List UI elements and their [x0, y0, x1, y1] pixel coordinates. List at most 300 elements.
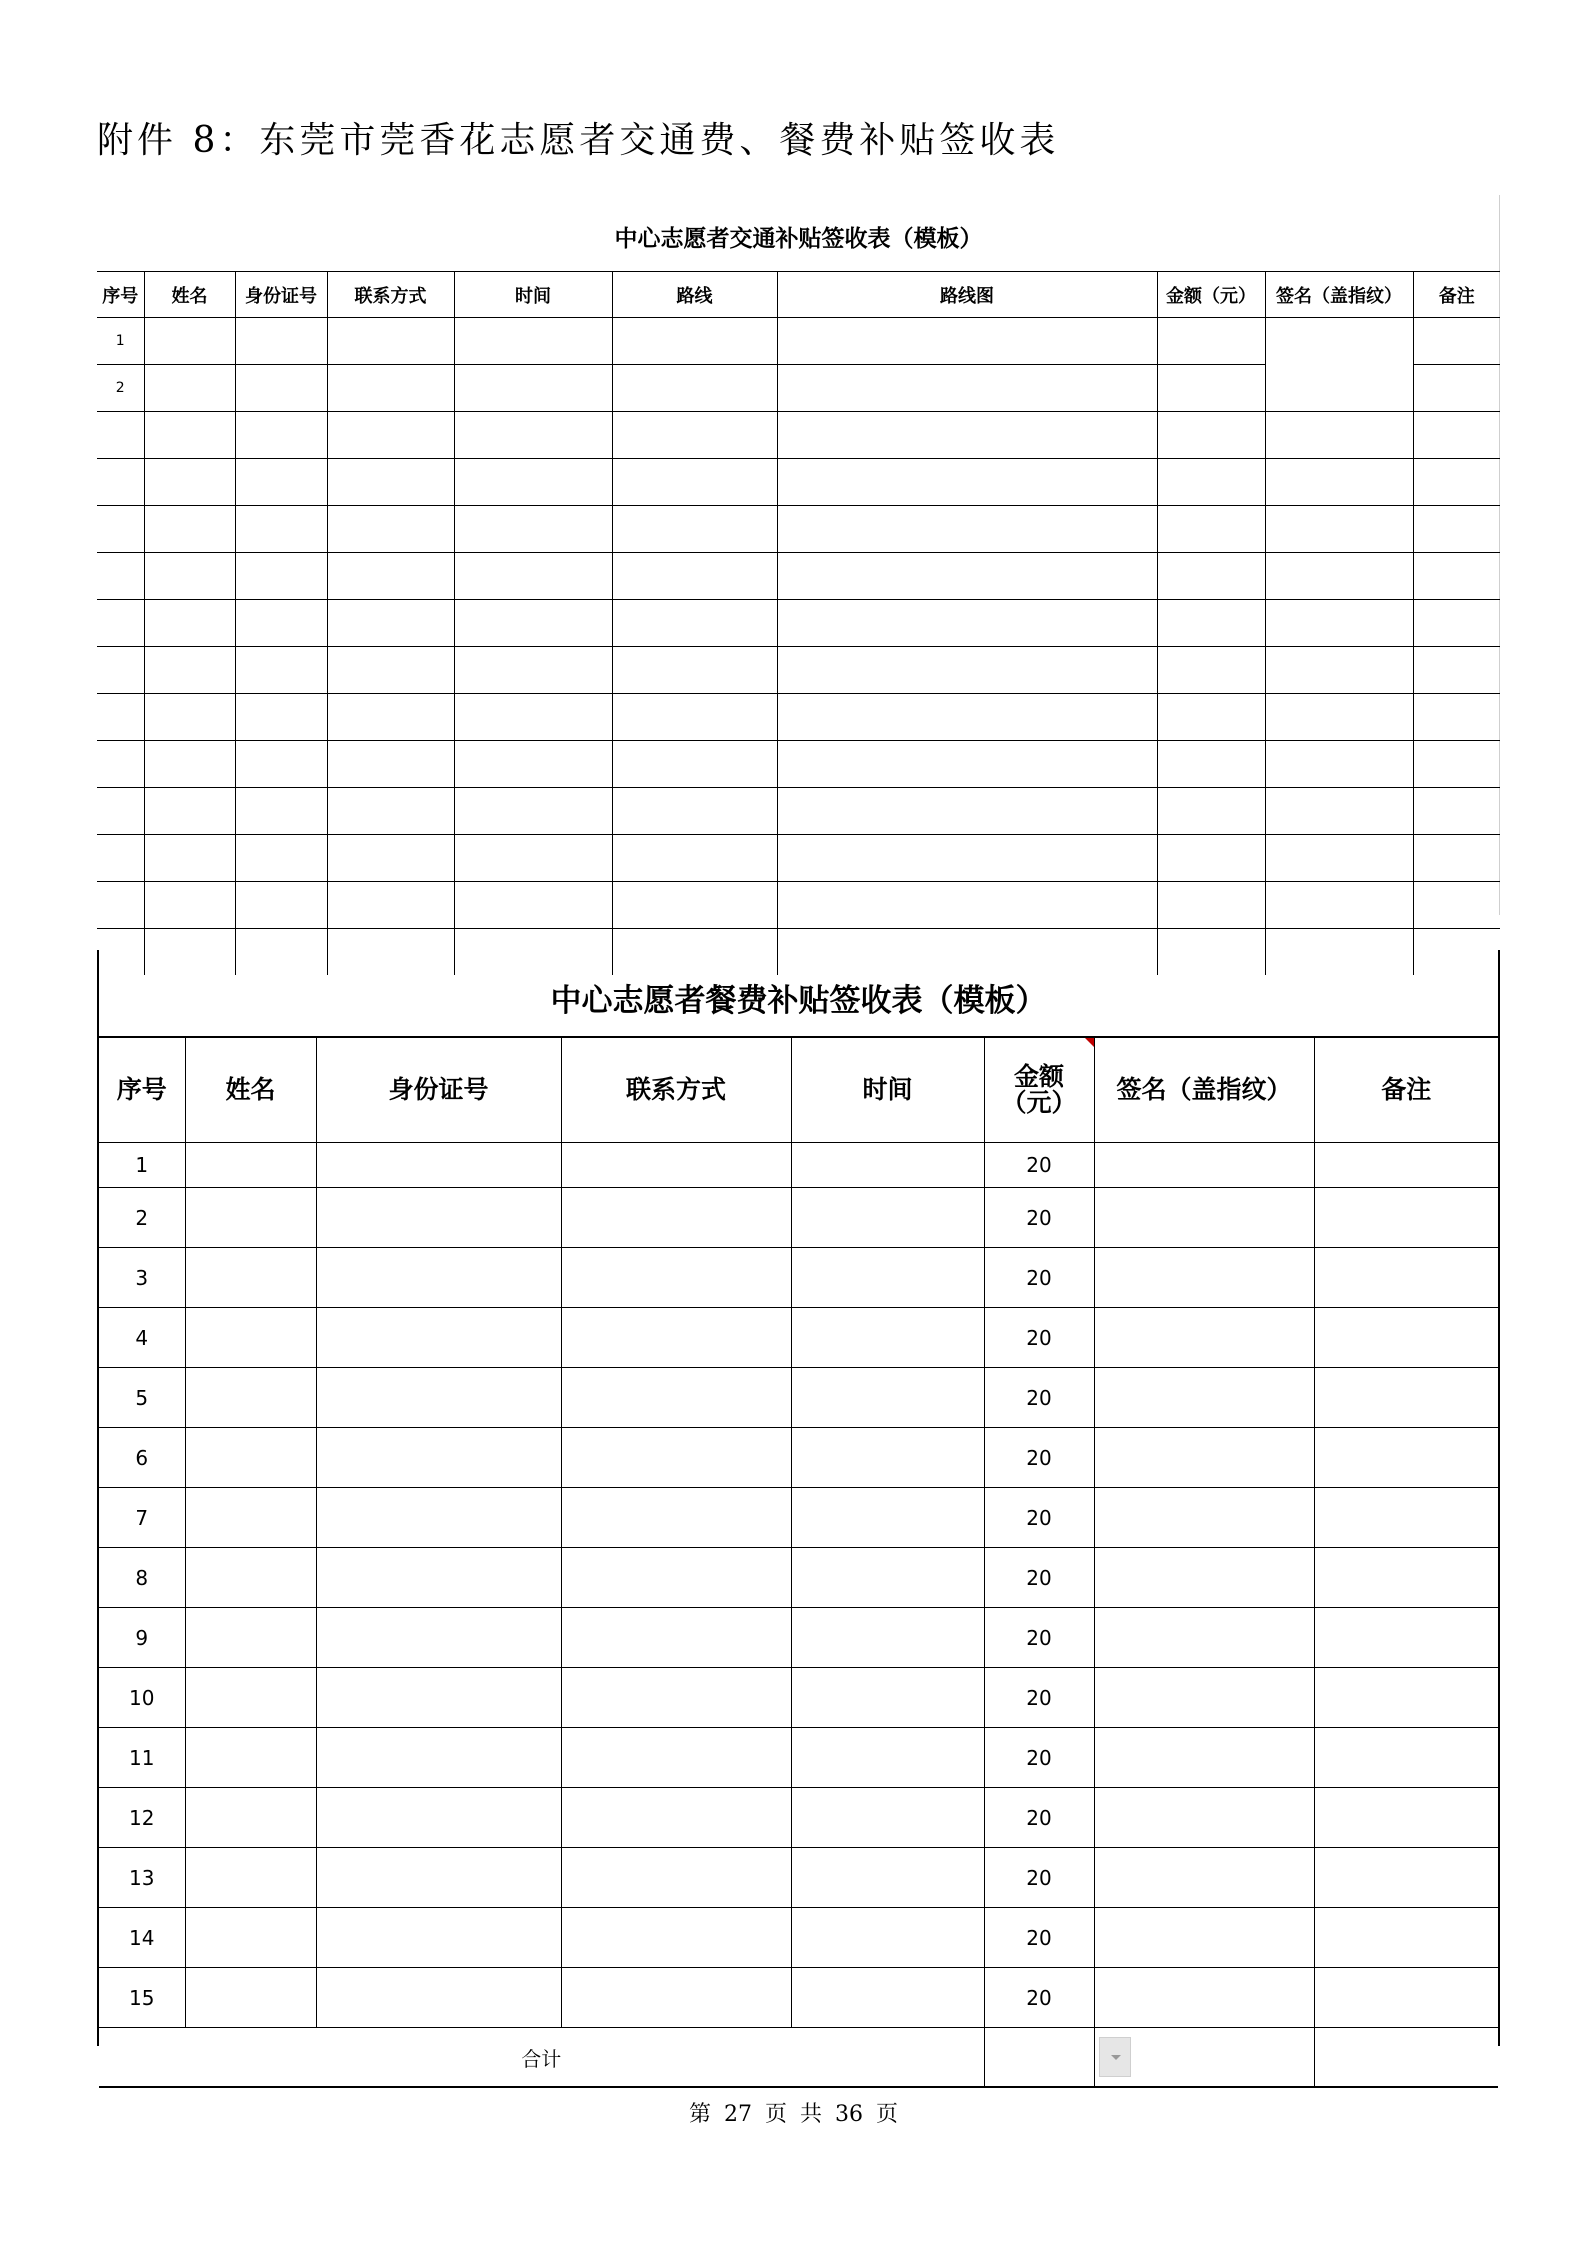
- table-cell[interactable]: [612, 647, 777, 694]
- table-cell[interactable]: [235, 553, 327, 600]
- table-cell[interactable]: [561, 1848, 791, 1908]
- table-cell[interactable]: [316, 1368, 561, 1428]
- table-cell[interactable]: [97, 835, 144, 882]
- amount-cell: 20: [984, 1248, 1094, 1308]
- table-cell[interactable]: [316, 1188, 561, 1248]
- table-cell[interactable]: [1413, 694, 1500, 741]
- table-row: [99, 1248, 1498, 1308]
- table-cell[interactable]: [1413, 882, 1500, 929]
- table-cell[interactable]: [612, 365, 777, 412]
- table-cell[interactable]: [561, 1368, 791, 1428]
- table-row: [97, 506, 1500, 553]
- row-number-cell: 12: [99, 1788, 185, 1848]
- table-cell[interactable]: [777, 506, 1157, 553]
- table-cell[interactable]: [1265, 459, 1413, 506]
- table-cell[interactable]: [327, 600, 454, 647]
- table-cell[interactable]: [561, 1548, 791, 1608]
- meal-subsidy-sheet: [97, 950, 1500, 2071]
- table-cell[interactable]: [144, 506, 235, 553]
- table-cell[interactable]: [612, 459, 777, 506]
- table-cell[interactable]: [185, 1968, 316, 2028]
- table-cell[interactable]: [1314, 1908, 1498, 1968]
- table-cell[interactable]: [1157, 600, 1265, 647]
- row-number-cell: 1: [99, 1143, 185, 1188]
- page-footer: 第 27 页 共 36 页: [689, 2102, 898, 2127]
- table-cell[interactable]: [612, 553, 777, 600]
- table-row: [97, 412, 1500, 459]
- table-cell[interactable]: [235, 882, 327, 929]
- table-row: [97, 318, 1500, 365]
- table-cell[interactable]: [1094, 1848, 1314, 1908]
- table-cell[interactable]: [97, 459, 144, 506]
- table-cell[interactable]: [612, 835, 777, 882]
- table-cell[interactable]: [327, 506, 454, 553]
- table-cell[interactable]: [144, 318, 235, 365]
- transport-subsidy-sheet: [97, 195, 1500, 915]
- transport-header-cell: 身份证号: [235, 272, 327, 318]
- table-row: [99, 1788, 1498, 1848]
- table-cell[interactable]: [144, 882, 235, 929]
- table-cell[interactable]: [1157, 882, 1265, 929]
- table-cell[interactable]: [1265, 412, 1413, 459]
- table-cell[interactable]: [612, 506, 777, 553]
- table-cell[interactable]: [561, 1308, 791, 1368]
- row-number-cell: 7: [99, 1488, 185, 1548]
- table-cell[interactable]: [777, 835, 1157, 882]
- transport-header-cell: 备注: [1413, 272, 1500, 318]
- meal-table-body: [99, 1143, 1498, 2088]
- meal-header-cell: 备注: [1314, 1037, 1498, 1143]
- table-cell[interactable]: [561, 1143, 791, 1188]
- total-signature-cell[interactable]: [1094, 2028, 1314, 2088]
- table-cell[interactable]: [791, 1728, 984, 1788]
- table-cell[interactable]: [1094, 1788, 1314, 1848]
- table-row: [97, 553, 1500, 600]
- table-cell[interactable]: [316, 1548, 561, 1608]
- table-cell[interactable]: [791, 1143, 984, 1188]
- table-cell[interactable]: [185, 1548, 316, 1608]
- table-cell[interactable]: [777, 600, 1157, 647]
- table-cell[interactable]: [327, 412, 454, 459]
- row-number-cell: 2: [97, 365, 144, 412]
- table-cell[interactable]: [1157, 835, 1265, 882]
- total-note-cell[interactable]: [1314, 2028, 1498, 2088]
- row-number-cell: 9: [99, 1608, 185, 1668]
- table-cell[interactable]: [185, 1728, 316, 1788]
- table-cell[interactable]: [144, 412, 235, 459]
- table-cell[interactable]: [1094, 1368, 1314, 1428]
- table-cell[interactable]: [561, 1428, 791, 1488]
- table-cell[interactable]: [316, 1488, 561, 1548]
- signature-merged-cell[interactable]: [1265, 318, 1413, 412]
- table-cell[interactable]: [185, 1908, 316, 1968]
- table-cell[interactable]: [327, 741, 454, 788]
- table-cell[interactable]: [97, 741, 144, 788]
- table-row: [97, 647, 1500, 694]
- table-cell[interactable]: [777, 459, 1157, 506]
- table-cell[interactable]: [1314, 1608, 1498, 1668]
- table-cell[interactable]: [777, 882, 1157, 929]
- table-cell[interactable]: [454, 553, 612, 600]
- table-cell[interactable]: [1314, 1143, 1498, 1188]
- table-cell[interactable]: [185, 1788, 316, 1848]
- table-cell[interactable]: [1413, 459, 1500, 506]
- table-cell[interactable]: [235, 365, 327, 412]
- table-cell[interactable]: [1265, 694, 1413, 741]
- table-row: [99, 1848, 1498, 1908]
- table-cell[interactable]: [327, 459, 454, 506]
- table-row: [99, 1728, 1498, 1788]
- table-cell[interactable]: [612, 694, 777, 741]
- table-cell[interactable]: [327, 318, 454, 365]
- table-cell[interactable]: [791, 1788, 984, 1848]
- table-cell[interactable]: [791, 1188, 984, 1248]
- table-cell[interactable]: [777, 694, 1157, 741]
- table-cell[interactable]: [1314, 1308, 1498, 1368]
- table-cell[interactable]: [235, 506, 327, 553]
- table-cell[interactable]: [1314, 1488, 1498, 1548]
- table-cell[interactable]: [791, 1248, 984, 1308]
- table-cell[interactable]: [777, 741, 1157, 788]
- table-cell[interactable]: [561, 1668, 791, 1728]
- table-cell[interactable]: [561, 1908, 791, 1968]
- table-row: [97, 882, 1500, 929]
- table-cell[interactable]: [1413, 553, 1500, 600]
- table-cell[interactable]: [97, 506, 144, 553]
- table-cell[interactable]: [144, 553, 235, 600]
- table-cell[interactable]: [791, 1608, 984, 1668]
- document-heading: 附件 8：东莞市莞香花志愿者交通费、餐费补贴签收表: [97, 120, 1060, 161]
- table-cell[interactable]: [316, 1788, 561, 1848]
- table-cell[interactable]: [327, 553, 454, 600]
- table-cell[interactable]: [1413, 506, 1500, 553]
- table-cell[interactable]: [1413, 412, 1500, 459]
- table-cell[interactable]: [1265, 741, 1413, 788]
- amount-cell: 20: [984, 1788, 1094, 1848]
- table-row: [99, 1488, 1498, 1548]
- table-row: [97, 835, 1500, 882]
- table-cell[interactable]: [235, 600, 327, 647]
- table-cell[interactable]: [97, 788, 144, 835]
- table-cell[interactable]: [1314, 1188, 1498, 1248]
- table-cell[interactable]: [1265, 647, 1413, 694]
- table-cell[interactable]: [1413, 788, 1500, 835]
- table-cell[interactable]: [1157, 365, 1265, 412]
- table-cell[interactable]: [316, 1908, 561, 1968]
- table-cell[interactable]: [1314, 1728, 1498, 1788]
- total-row: [99, 2028, 1498, 2088]
- table-cell[interactable]: [454, 835, 612, 882]
- table-cell[interactable]: [185, 1848, 316, 1908]
- table-row: [97, 694, 1500, 741]
- table-cell[interactable]: [97, 694, 144, 741]
- table-cell[interactable]: [777, 553, 1157, 600]
- table-cell[interactable]: [316, 1968, 561, 2028]
- table-cell[interactable]: [454, 694, 612, 741]
- table-cell[interactable]: [235, 788, 327, 835]
- table-cell[interactable]: [185, 1488, 316, 1548]
- table-cell[interactable]: [1314, 1668, 1498, 1728]
- meal-header-row: [99, 1037, 1498, 1143]
- table-cell[interactable]: [235, 318, 327, 365]
- table-cell[interactable]: [791, 1548, 984, 1608]
- table-cell[interactable]: [777, 365, 1157, 412]
- amount-cell: 20: [984, 1848, 1094, 1908]
- table-cell[interactable]: [791, 1308, 984, 1368]
- table-cell[interactable]: [777, 647, 1157, 694]
- table-cell[interactable]: [1094, 1188, 1314, 1248]
- table-cell[interactable]: [612, 412, 777, 459]
- table-cell[interactable]: [144, 600, 235, 647]
- row-number-cell: 4: [99, 1308, 185, 1368]
- table-cell[interactable]: [144, 741, 235, 788]
- table-cell[interactable]: [454, 741, 612, 788]
- table-cell[interactable]: [777, 412, 1157, 459]
- table-cell[interactable]: [97, 412, 144, 459]
- table-cell[interactable]: [1413, 647, 1500, 694]
- table-cell[interactable]: [1094, 1143, 1314, 1188]
- table-cell[interactable]: [185, 1188, 316, 1248]
- amount-cell: 20: [984, 1668, 1094, 1728]
- table-cell[interactable]: [185, 1248, 316, 1308]
- meal-header-cell: 联系方式: [561, 1037, 791, 1143]
- amount-cell: 20: [984, 1548, 1094, 1608]
- table-row: [97, 600, 1500, 647]
- table-cell[interactable]: [454, 788, 612, 835]
- transport-header-row: [97, 272, 1500, 318]
- table-cell[interactable]: [1094, 1608, 1314, 1668]
- table-cell[interactable]: [316, 1728, 561, 1788]
- table-cell[interactable]: [1094, 1248, 1314, 1308]
- table-cell[interactable]: [1314, 1248, 1498, 1308]
- transport-header-cell: 路线: [612, 272, 777, 318]
- table-cell[interactable]: [791, 1908, 984, 1968]
- meal-header-cell: 序号: [99, 1037, 185, 1143]
- dropdown-arrow-icon[interactable]: [1099, 2037, 1131, 2077]
- table-cell[interactable]: [316, 1143, 561, 1188]
- table-row: [97, 788, 1500, 835]
- table-cell[interactable]: [316, 1668, 561, 1728]
- table-row: [99, 1968, 1498, 2028]
- table-cell[interactable]: [327, 835, 454, 882]
- transport-header-cell: 金额（元）: [1157, 272, 1265, 318]
- table-cell[interactable]: [791, 1848, 984, 1908]
- table-cell[interactable]: [144, 647, 235, 694]
- table-cell[interactable]: [791, 1368, 984, 1428]
- table-cell[interactable]: [561, 1488, 791, 1548]
- amount-cell: 20: [984, 1608, 1094, 1668]
- table-cell[interactable]: [1157, 788, 1265, 835]
- table-cell[interactable]: [97, 882, 144, 929]
- amount-cell: 20: [984, 1728, 1094, 1788]
- table-cell[interactable]: [1265, 506, 1413, 553]
- table-cell[interactable]: [1265, 600, 1413, 647]
- table-cell[interactable]: [1157, 412, 1265, 459]
- table-cell[interactable]: [1413, 600, 1500, 647]
- row-number-cell: 15: [99, 1968, 185, 2028]
- table-cell[interactable]: [1314, 1428, 1498, 1488]
- table-cell[interactable]: [316, 1248, 561, 1308]
- row-number-cell: 8: [99, 1548, 185, 1608]
- table-cell[interactable]: [327, 647, 454, 694]
- transport-header-cell: 序号: [97, 272, 144, 318]
- table-cell[interactable]: [144, 788, 235, 835]
- table-cell[interactable]: [561, 1728, 791, 1788]
- table-cell[interactable]: [561, 1248, 791, 1308]
- table-cell[interactable]: [1094, 1668, 1314, 1728]
- table-cell[interactable]: [327, 365, 454, 412]
- table-cell[interactable]: [327, 788, 454, 835]
- transport-header-cell: 时间: [454, 272, 612, 318]
- table-cell[interactable]: [316, 1608, 561, 1668]
- table-cell[interactable]: [1314, 1548, 1498, 1608]
- table-cell[interactable]: [144, 365, 235, 412]
- meal-header-cell: 身份证号: [316, 1037, 561, 1143]
- table-cell[interactable]: [97, 553, 144, 600]
- transport-header-cell: 联系方式: [327, 272, 454, 318]
- table-cell[interactable]: [454, 412, 612, 459]
- table-cell[interactable]: [791, 1968, 984, 2028]
- table-cell[interactable]: [1314, 1848, 1498, 1908]
- amount-cell: 20: [984, 1968, 1094, 2028]
- table-cell[interactable]: [1157, 553, 1265, 600]
- transport-table: [97, 271, 1500, 975]
- table-cell[interactable]: [454, 318, 612, 365]
- table-cell[interactable]: [185, 1143, 316, 1188]
- transport-header-cell: 签名（盖指纹）: [1265, 272, 1413, 318]
- table-cell[interactable]: [185, 1368, 316, 1428]
- table-cell[interactable]: [185, 1308, 316, 1368]
- comment-indicator-icon[interactable]: [1085, 1038, 1094, 1047]
- table-cell[interactable]: [1157, 741, 1265, 788]
- table-cell[interactable]: [316, 1428, 561, 1488]
- table-cell[interactable]: [612, 318, 777, 365]
- amount-cell: 20: [984, 1428, 1094, 1488]
- table-cell[interactable]: [1094, 1548, 1314, 1608]
- meal-table-title: 中心志愿者餐费补贴签收表（模板）: [550, 982, 1047, 1019]
- table-cell[interactable]: [1265, 553, 1413, 600]
- table-cell[interactable]: [791, 1428, 984, 1488]
- table-cell[interactable]: [185, 1608, 316, 1668]
- table-cell[interactable]: [1265, 835, 1413, 882]
- table-cell[interactable]: [454, 600, 612, 647]
- meal-header-cell: 签名（盖指纹）: [1094, 1037, 1314, 1143]
- amount-cell: 20: [984, 1188, 1094, 1248]
- table-row: [99, 1428, 1498, 1488]
- table-cell[interactable]: [316, 1308, 561, 1368]
- row-number-cell: 3: [99, 1248, 185, 1308]
- table-cell[interactable]: [144, 835, 235, 882]
- table-cell[interactable]: [1265, 788, 1413, 835]
- table-cell[interactable]: [1157, 506, 1265, 553]
- table-cell[interactable]: [235, 459, 327, 506]
- table-cell[interactable]: [144, 459, 235, 506]
- amount-cell: 20: [984, 1908, 1094, 1968]
- row-number-cell: 1: [97, 318, 144, 365]
- table-cell[interactable]: [1094, 1968, 1314, 2028]
- table-cell[interactable]: [1314, 1968, 1498, 2028]
- table-cell[interactable]: [561, 1788, 791, 1848]
- table-cell[interactable]: [235, 647, 327, 694]
- table-cell[interactable]: [612, 600, 777, 647]
- transport-header-cell: 姓名: [144, 272, 235, 318]
- transport-table-title: 中心志愿者交通补贴签收表（模板）: [614, 225, 983, 252]
- table-cell[interactable]: [612, 741, 777, 788]
- table-row: [99, 1548, 1498, 1608]
- table-cell[interactable]: [454, 882, 612, 929]
- meal-header-amount-label: 金额 （元）: [1001, 1062, 1077, 1117]
- table-cell[interactable]: [235, 412, 327, 459]
- table-row: [99, 1308, 1498, 1368]
- table-cell[interactable]: [316, 1848, 561, 1908]
- table-cell[interactable]: [454, 506, 612, 553]
- table-cell[interactable]: [1413, 365, 1500, 412]
- table-cell[interactable]: [1094, 1428, 1314, 1488]
- table-cell[interactable]: [97, 600, 144, 647]
- table-cell[interactable]: [1157, 459, 1265, 506]
- table-cell[interactable]: [777, 788, 1157, 835]
- table-row: [99, 1143, 1498, 1188]
- table-cell[interactable]: [1094, 1488, 1314, 1548]
- table-cell[interactable]: [1413, 318, 1500, 365]
- table-cell[interactable]: [1314, 1788, 1498, 1848]
- table-row: [99, 1608, 1498, 1668]
- table-cell[interactable]: [1314, 1368, 1498, 1428]
- table-cell[interactable]: [791, 1488, 984, 1548]
- meal-header-cell-amount: [984, 1037, 1094, 1143]
- table-cell[interactable]: [327, 882, 454, 929]
- table-cell[interactable]: [185, 1428, 316, 1488]
- table-cell[interactable]: [327, 694, 454, 741]
- total-amount-cell[interactable]: [984, 2028, 1094, 2088]
- table-cell[interactable]: [1094, 1908, 1314, 1968]
- meal-table: [99, 1036, 1498, 2088]
- table-cell[interactable]: [612, 882, 777, 929]
- table-cell[interactable]: [1413, 835, 1500, 882]
- row-number-cell: 6: [99, 1428, 185, 1488]
- total-label: 合计: [99, 2028, 984, 2088]
- table-cell[interactable]: [185, 1668, 316, 1728]
- table-cell[interactable]: [1157, 694, 1265, 741]
- table-cell[interactable]: [454, 459, 612, 506]
- table-cell[interactable]: [1094, 1728, 1314, 1788]
- table-row: [99, 1188, 1498, 1248]
- table-cell[interactable]: [1157, 647, 1265, 694]
- table-cell[interactable]: [561, 1608, 791, 1668]
- table-cell[interactable]: [97, 647, 144, 694]
- table-cell[interactable]: [1157, 318, 1265, 365]
- row-number-cell: 10: [99, 1668, 185, 1728]
- table-cell[interactable]: [235, 741, 327, 788]
- table-cell[interactable]: [235, 694, 327, 741]
- table-cell[interactable]: [454, 647, 612, 694]
- row-number-cell: 5: [99, 1368, 185, 1428]
- table-cell[interactable]: [1265, 882, 1413, 929]
- table-cell[interactable]: [144, 694, 235, 741]
- table-cell[interactable]: [1094, 1308, 1314, 1368]
- amount-cell: 20: [984, 1143, 1094, 1188]
- table-cell[interactable]: [561, 1968, 791, 2028]
- table-cell[interactable]: [612, 788, 777, 835]
- row-number-cell: 11: [99, 1728, 185, 1788]
- transport-table-body: [97, 318, 1500, 976]
- table-cell[interactable]: [235, 835, 327, 882]
- table-cell[interactable]: [561, 1188, 791, 1248]
- table-cell[interactable]: [777, 318, 1157, 365]
- table-cell[interactable]: [791, 1668, 984, 1728]
- table-cell[interactable]: [1413, 741, 1500, 788]
- table-cell[interactable]: [454, 365, 612, 412]
